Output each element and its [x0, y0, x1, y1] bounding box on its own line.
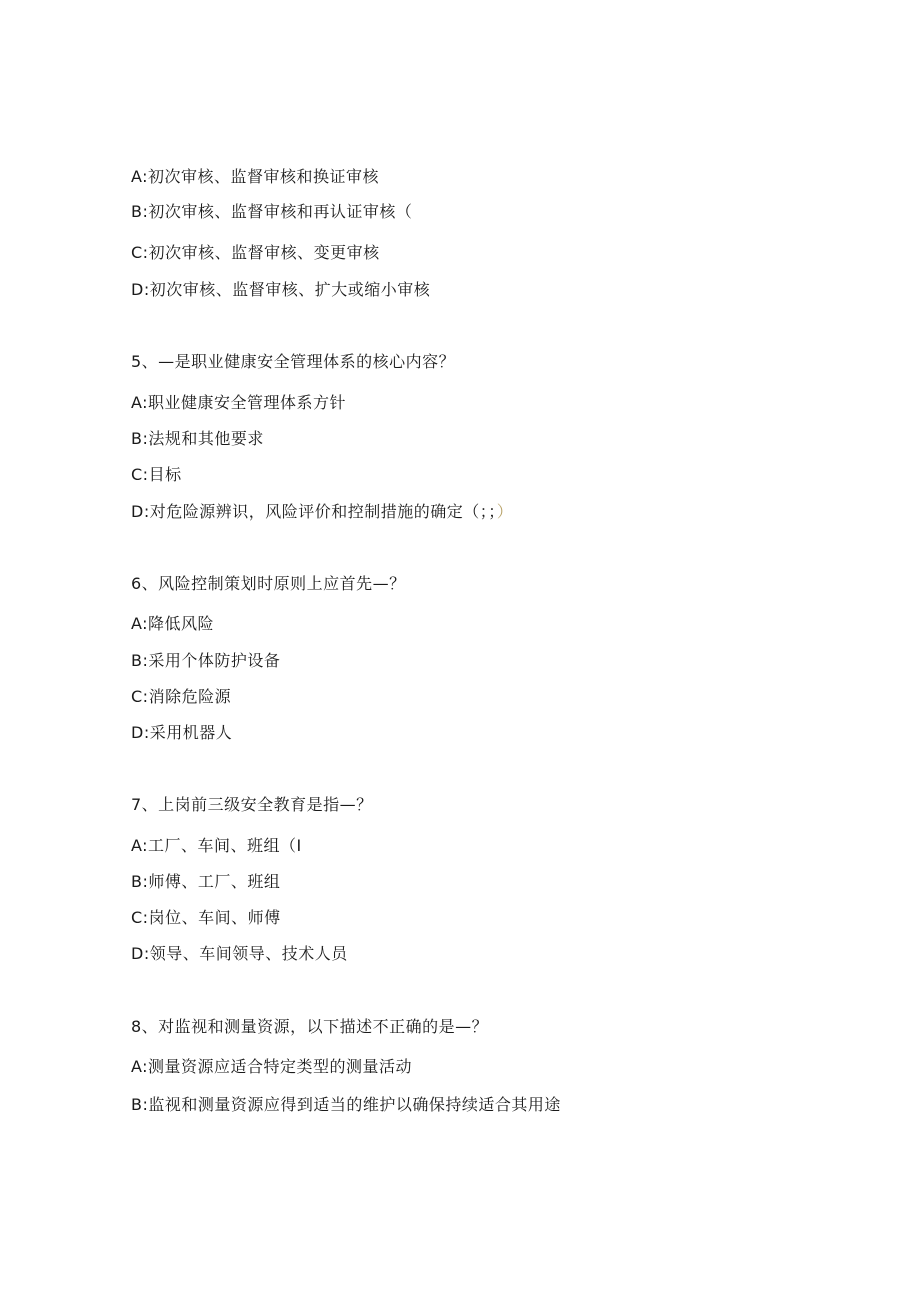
q7-option-d: D:领导、车间领导、技术人员	[131, 944, 348, 963]
q7-option-a: A:工厂、车间、班组（I	[131, 836, 302, 855]
q6-option-c: C:消除危险源	[131, 687, 232, 706]
q5-option-d-text: D:对危险源辨识，风险评价和控制措施的确定（；；	[131, 502, 497, 521]
q7-question: 7、上岗前三级安全教育是指—？	[131, 795, 373, 814]
q5-option-d-tail: ）	[496, 502, 514, 521]
q5-option-c: C:目标	[131, 465, 182, 484]
q6-option-b: B:采用个体防护设备	[131, 651, 281, 670]
q6-option-d: D:采用机器人	[131, 723, 233, 742]
prev-option-b: B:初次审核、监督审核和再认证审核（	[131, 202, 413, 221]
q8-option-b: B:监视和测量资源应得到适当的维护以确保持续适合其用途	[131, 1095, 561, 1114]
q5-option-a: A:职业健康安全管理体系方针	[131, 393, 347, 412]
q5-option-d	[131, 501, 513, 523]
q7-option-b: B:师傅、工厂、班组	[131, 872, 281, 891]
q7-option-c: C:岗位、车间、师傅	[131, 908, 281, 927]
prev-option-a: A:初次审核、监督审核和换证审核	[131, 167, 380, 186]
prev-option-c: C:初次审核、监督审核、变更审核	[131, 243, 380, 262]
q6-option-a: A:降低风险	[131, 614, 215, 633]
q8-question: 8、对监视和测量资源，以下描述不正确的是—？	[131, 1017, 489, 1036]
prev-option-d: D:初次审核、监督审核、扩大或缩小审核	[131, 280, 431, 299]
q5-option-b: B:法规和其他要求	[131, 429, 264, 448]
q6-question: 6、风险控制策划时原则上应首先—？	[131, 574, 406, 593]
q5-question: 5、—是职业健康安全管理体系的核心内容？	[131, 352, 456, 371]
q8-option-a: A:测量资源应适合特定类型的测量活动	[131, 1057, 413, 1076]
